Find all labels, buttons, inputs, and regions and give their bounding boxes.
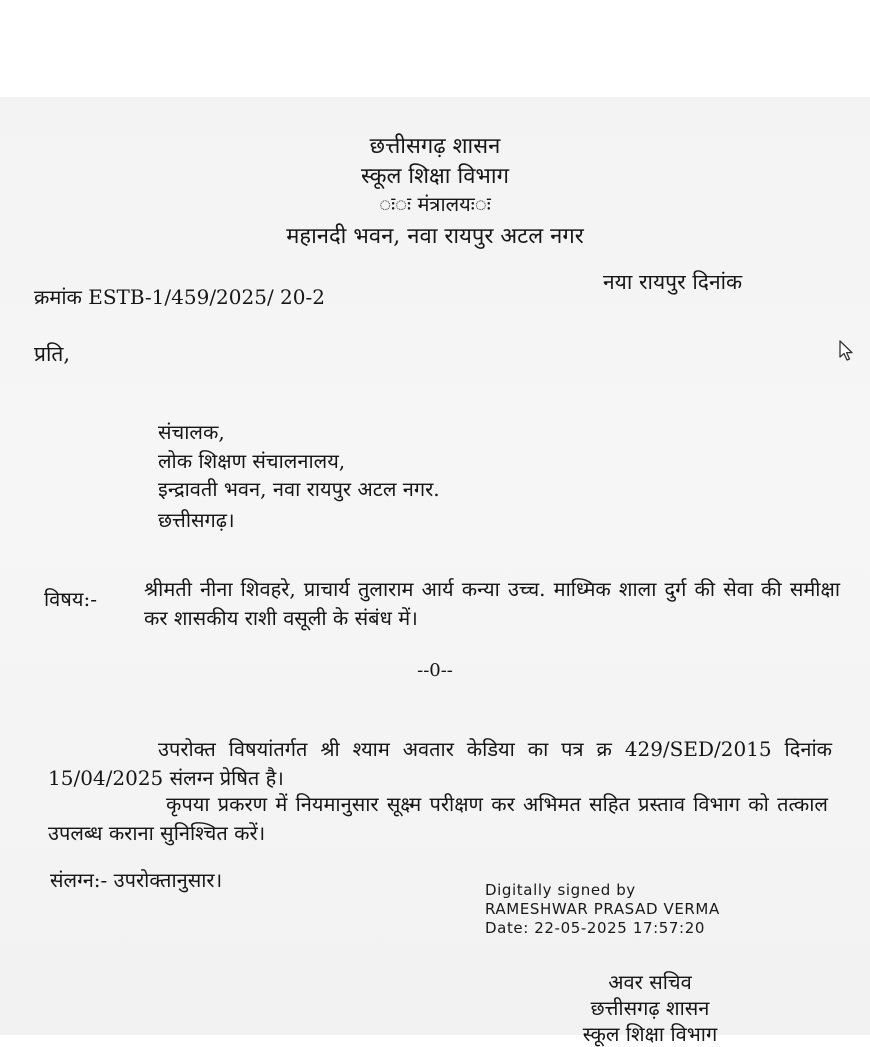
- digital-signature-label: Digitally signed by: [485, 881, 636, 899]
- recipient-line: छत्तीसगढ़।: [158, 508, 235, 532]
- officer-government: छत्तीसगढ़ शासन: [590, 996, 710, 1020]
- place-date: नया रायपुर दिनांक: [603, 270, 743, 294]
- header-building: महानदी भवन, नवा रायपुर अटल नगर: [286, 224, 584, 249]
- mouse-cursor-icon: [838, 340, 856, 362]
- officer-department: स्कूल शिक्षा विभाग: [582, 1022, 718, 1046]
- reference-number: क्रमांक ESTB-1/459/2025/ 20-2: [34, 285, 325, 309]
- recipient-line: इन्द्रावती भवन, नवा रायपुर अटल नगर.: [158, 477, 440, 501]
- body-paragraph-2: कृपया प्रकरण में नियमानुसार सूक्ष्म परीक्षण कर अभिमत सहित प्रस्ताव विभाग को तत्काल उपलब्ध कराना सुनिश्चित करें।: [48, 792, 828, 845]
- salutation: प्रति,: [34, 342, 71, 366]
- header-ministry: ◌ः◌ः मंत्रालयः◌ः: [379, 192, 491, 216]
- subject-label: विषय:-: [44, 587, 97, 611]
- officer-designation: अवर सचिव: [608, 970, 692, 994]
- top-blank-margin: [0, 0, 870, 97]
- header-government: छत्तीसगढ़ शासन: [369, 134, 501, 159]
- digital-signature-name: RAMESHWAR PRASAD VERMA: [485, 900, 720, 918]
- body-paragraph-1: उपरोक्त विषयांतर्गत श्री श्याम अवतार केडिया का पत्र क्र 429/SED/2015 दिनांक 15/04/2025 संलग्न प्रेषित है।: [48, 737, 832, 790]
- subject-text: श्रीमती नीना शिवहरे, प्राचार्य तुलाराम आर्य कन्या उच्च. माध्मिक शाला दुर्ग की सेवा की समीक्षा कर शासकीय राशी वसूली के संबंध में।: [144, 577, 840, 630]
- digital-signature-date: Date: 22-05-2025 17:57:20: [485, 919, 705, 937]
- header-department: स्कूल शिक्षा विभाग: [361, 164, 509, 189]
- enclosure-note: संलग्न:- उपरोक्तानुसार।: [50, 868, 223, 892]
- separator: --0--: [417, 660, 453, 681]
- recipient-line: संचालक,: [158, 420, 225, 444]
- recipient-line: लोक शिक्षण संचालनालय,: [158, 449, 346, 473]
